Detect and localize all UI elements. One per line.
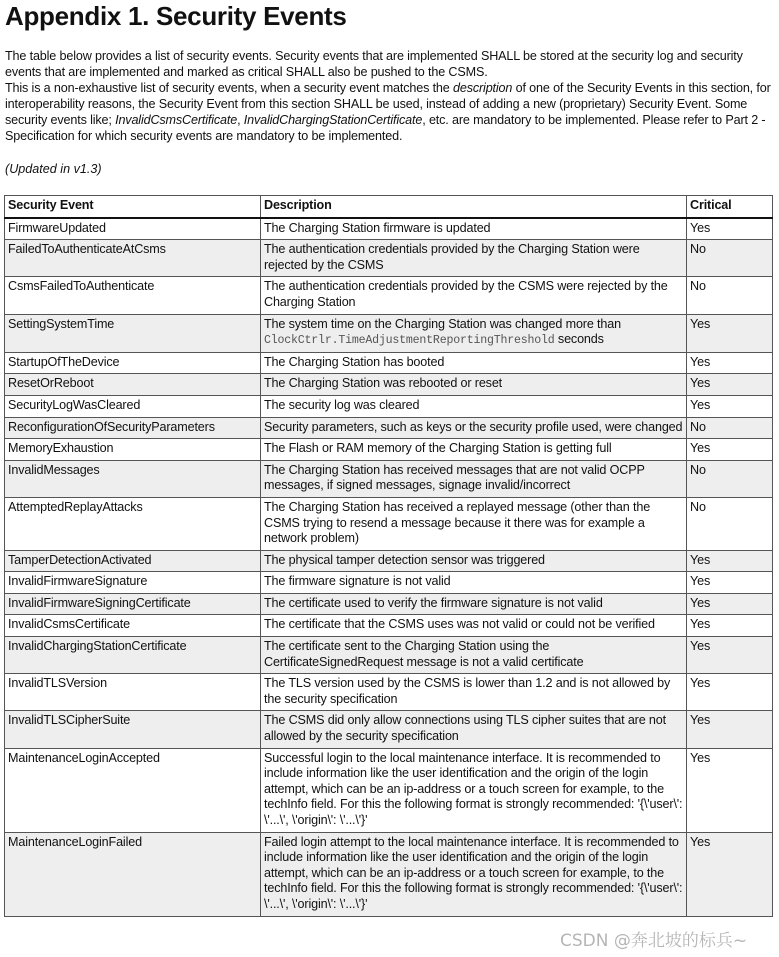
cell-security-event: ResetOrReboot: [5, 374, 261, 396]
cell-description: The authentication credentials provided by the Charging Station were rejected by the CSMS: [261, 240, 687, 277]
cell-security-event: InvalidMessages: [5, 460, 261, 497]
cell-description: The CSMS did only allow connections using TLS cipher suites that are not allowed by the security specification: [261, 711, 687, 748]
table-header-row: [5, 196, 773, 218]
cell-description: The security log was cleared: [261, 395, 687, 417]
intro-text-segment: of one of the Security Events in this section, for interoperability reasons, the Security Event from this section SHALL be used, instead of adding a new (proprietary) Security Event. Some security events like;: [5, 81, 771, 127]
cell-critical: Yes: [687, 832, 773, 916]
cell-description: The Flash or RAM memory of the Charging Station is getting full: [261, 439, 687, 461]
table-row: [5, 352, 773, 374]
cell-description: The Charging Station has received messages that are not valid OCPP messages, if signed messages, signage invalid/incorrect: [261, 460, 687, 497]
cell-security-event: MaintenanceLoginAccepted: [5, 748, 261, 832]
table-row: [5, 615, 773, 637]
cell-security-event: FailedToAuthenticateAtCsms: [5, 240, 261, 277]
cell-critical: Yes: [687, 711, 773, 748]
cell-critical: Yes: [687, 748, 773, 832]
cell-security-event: InvalidFirmwareSignature: [5, 572, 261, 594]
table-row: [5, 637, 773, 674]
cell-description: Security parameters, such as keys or the security profile used, were changed: [261, 417, 687, 439]
cell-critical: Yes: [687, 395, 773, 417]
cell-description: The certificate used to verify the firmware signature is not valid: [261, 593, 687, 615]
security-events-table: [4, 195, 773, 917]
page-title: Appendix 1. Security Events: [5, 1, 347, 31]
cell-security-event: InvalidFirmwareSigningCertificate: [5, 593, 261, 615]
cell-security-event: AttemptedReplayAttacks: [5, 497, 261, 550]
cell-security-event: InvalidTLSCipherSuite: [5, 711, 261, 748]
intro-text-segment: , etc. are mandatory to be implemented. Please refer to Part 2 - Specification for which security events are mandatory to be implemented.: [5, 113, 766, 143]
table-row: [5, 832, 773, 916]
cell-security-event: CsmsFailedToAuthenticate: [5, 277, 261, 314]
description-text: The system time on the Charging Station was changed more than: [264, 316, 621, 331]
description-code: ClockCtrlr.TimeAdjustmentReportingThreshold: [264, 334, 555, 348]
cell-description: The Charging Station has received a replayed message (other than the CSMS trying to resend a message because it there was for example a network problem): [261, 497, 687, 550]
cell-description: The certificate that the CSMS uses was not valid or could not be verified: [261, 615, 687, 637]
table-row: [5, 277, 773, 314]
intro-text-segment: This is a non-exhaustive list of security events, when a security event matches the: [5, 81, 453, 95]
cell-description: The authentication credentials provided by the CSMS were rejected by the Charging Station: [261, 277, 687, 314]
cell-description: [261, 314, 687, 352]
table-row: [5, 314, 773, 352]
cell-critical: Yes: [687, 374, 773, 396]
intro-text-segment: ,: [237, 113, 244, 127]
cell-security-event: SecurityLogWasCleared: [5, 395, 261, 417]
cell-description: Successful login to the local maintenance interface. It is recommended to include information like the user identification and the origin of the login attempt, which can be an ip-address or a touch screen for example, to the techInfo field. For this the following format is strongly recommended: '{\'user\': \'...\', \'origin\': \'...\'}': [261, 748, 687, 832]
table-row: [5, 240, 773, 277]
table-row: [5, 374, 773, 396]
table-row: [5, 572, 773, 594]
cell-critical: No: [687, 417, 773, 439]
cell-critical: Yes: [687, 314, 773, 352]
intro-paragraph-1: The table below provides a list of security events. Security events that are implemented SHALL be stored at the security log and security events that are implemented and marked as critical SHALL also be pushed to the CSMS.: [5, 49, 743, 79]
cell-critical: Yes: [687, 439, 773, 461]
cell-security-event: TamperDetectionActivated: [5, 550, 261, 572]
updated-note: (Updated in v1.3): [5, 162, 102, 176]
cell-critical: Yes: [687, 572, 773, 594]
cell-critical: No: [687, 497, 773, 550]
table-row: [5, 550, 773, 572]
intro-emphasis-description: description: [453, 81, 513, 95]
table-row: [5, 395, 773, 417]
table-row: [5, 593, 773, 615]
cell-security-event: MemoryExhaustion: [5, 439, 261, 461]
table-row: [5, 218, 773, 240]
cell-critical: No: [687, 460, 773, 497]
cell-critical: No: [687, 240, 773, 277]
header-critical: Critical: [687, 196, 773, 218]
cell-critical: Yes: [687, 674, 773, 711]
table-row: [5, 497, 773, 550]
cell-security-event: SettingSystemTime: [5, 314, 261, 352]
cell-security-event: InvalidTLSVersion: [5, 674, 261, 711]
table-row: [5, 460, 773, 497]
cell-critical: Yes: [687, 550, 773, 572]
cell-security-event: InvalidCsmsCertificate: [5, 615, 261, 637]
cell-description: The physical tamper detection sensor was triggered: [261, 550, 687, 572]
description-text: seconds: [554, 332, 604, 347]
cell-critical: Yes: [687, 637, 773, 674]
cell-security-event: FirmwareUpdated: [5, 218, 261, 240]
cell-critical: Yes: [687, 218, 773, 240]
cell-critical: Yes: [687, 615, 773, 637]
intro-text: [5, 48, 775, 144]
cell-critical: Yes: [687, 593, 773, 615]
table-body: [5, 218, 773, 916]
header-description: Description: [261, 196, 687, 218]
cell-security-event: ReconfigurationOfSecurityParameters: [5, 417, 261, 439]
table-row: [5, 748, 773, 832]
intro-paragraph-2: [5, 80, 775, 144]
cell-critical: No: [687, 277, 773, 314]
cell-description: The Charging Station has booted: [261, 352, 687, 374]
table-row: [5, 439, 773, 461]
cell-description: Failed login attempt to the local maintenance interface. It is recommended to include information like the user identification and the origin of the login attempt, which can be an ip-address or a touch screen for example, to the techInfo field. For this the following format is strongly recommended: '{\'user\': \'...\', \'origin\': \'...\'}': [261, 832, 687, 916]
intro-emphasis-invalid-csms-certificate: InvalidCsmsCertificate: [115, 113, 238, 127]
cell-description: The Charging Station was rebooted or reset: [261, 374, 687, 396]
watermark: CSDN @奔北坡的标兵~: [560, 931, 748, 951]
cell-security-event: StartupOfTheDevice: [5, 352, 261, 374]
cell-description: The TLS version used by the CSMS is lower than 1.2 and is not allowed by the security specification: [261, 674, 687, 711]
cell-description: The certificate sent to the Charging Station using the CertificateSignedRequest message is not a valid certificate: [261, 637, 687, 674]
cell-description: The firmware signature is not valid: [261, 572, 687, 594]
cell-security-event: MaintenanceLoginFailed: [5, 832, 261, 916]
cell-security-event: InvalidChargingStationCertificate: [5, 637, 261, 674]
cell-description: The Charging Station firmware is updated: [261, 218, 687, 240]
cell-critical: Yes: [687, 352, 773, 374]
table-row: [5, 711, 773, 748]
table-row: [5, 417, 773, 439]
header-security-event: Security Event: [5, 196, 261, 218]
intro-emphasis-invalid-charging-station-certificate: InvalidChargingStationCertificate: [243, 113, 423, 127]
table-row: [5, 674, 773, 711]
